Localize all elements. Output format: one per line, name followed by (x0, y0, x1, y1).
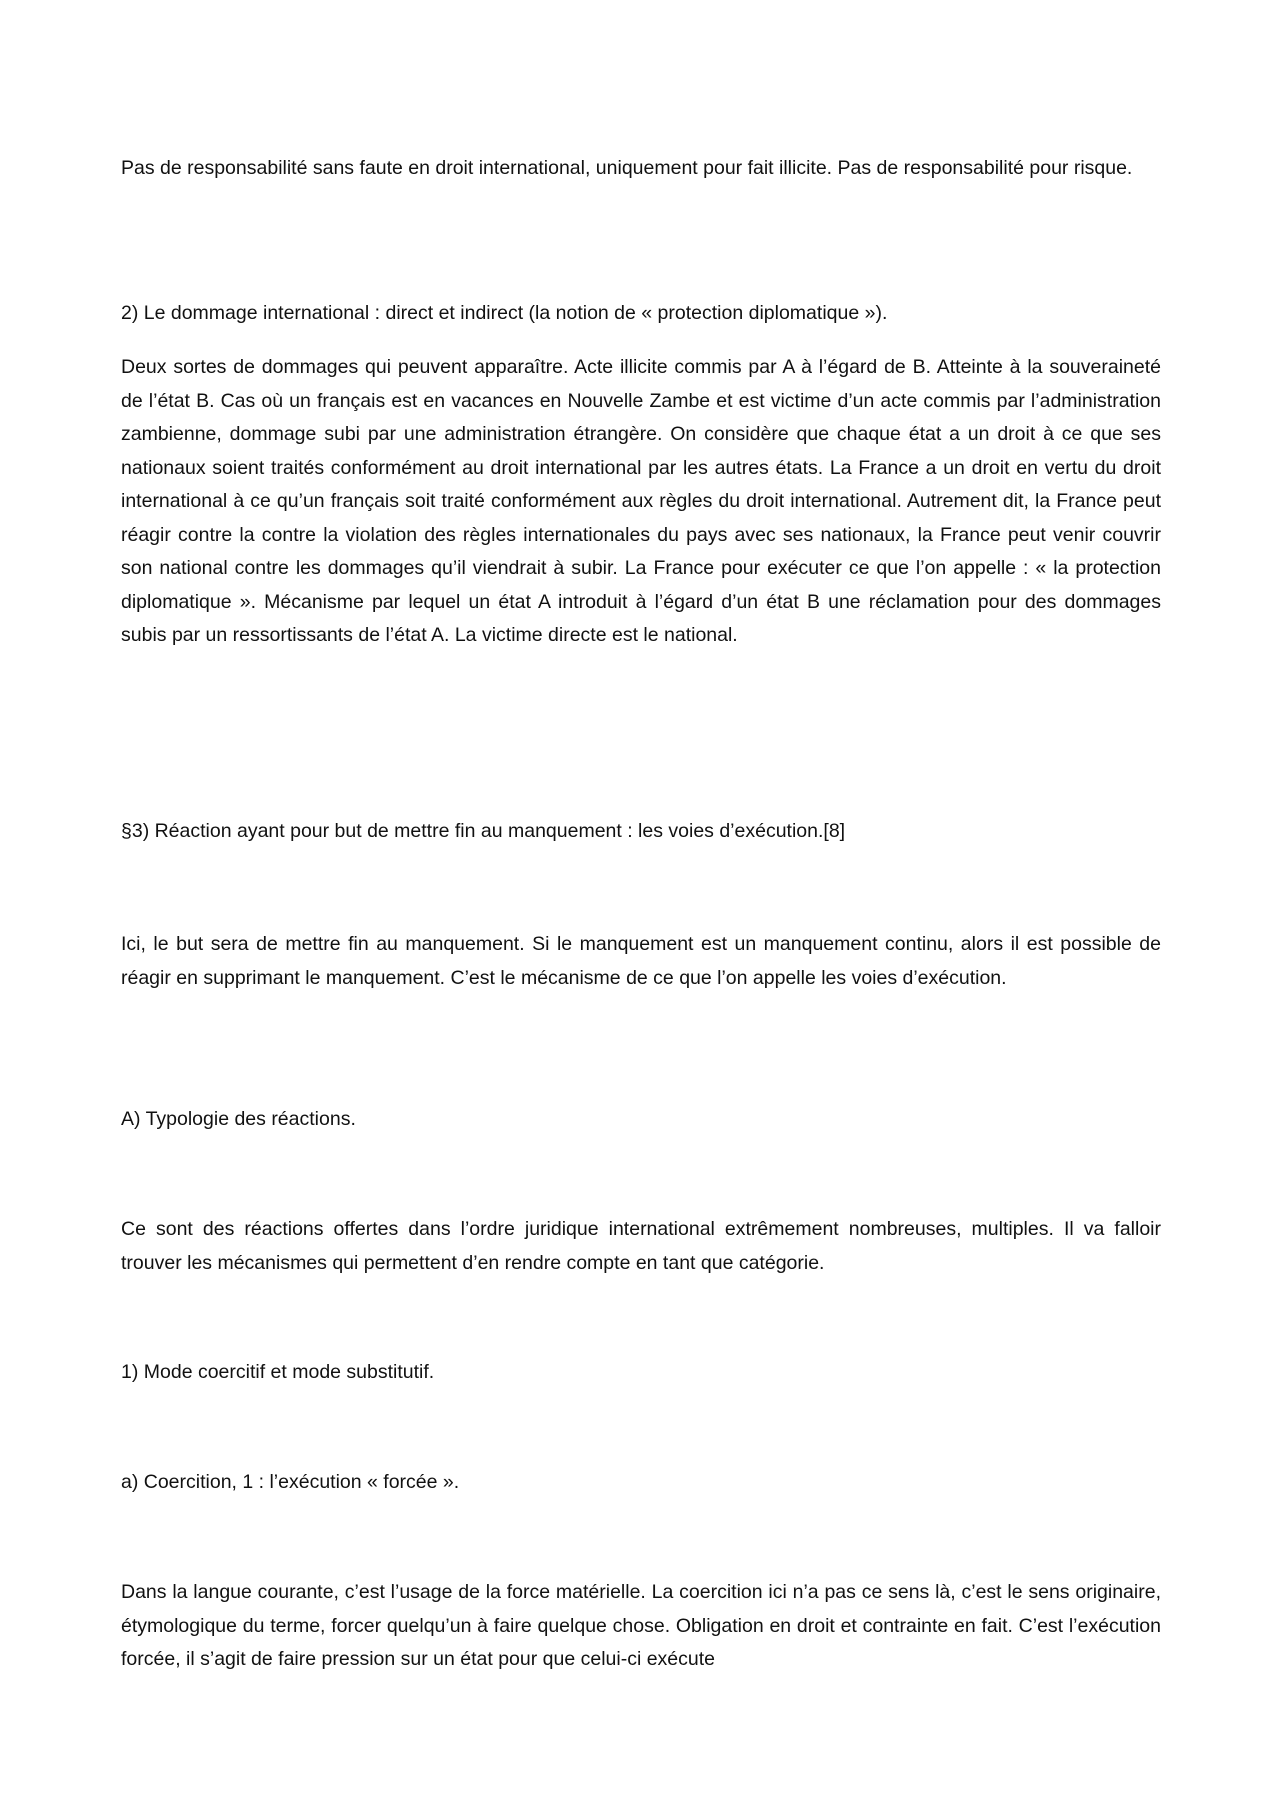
section-heading-dommage-international: 2) Le dommage international : direct et indirect (la notion de « protection diplomatique »). (121, 302, 888, 324)
section-heading-coercition-execution-forcee: a) Coercition, 1 : l’exécution « forcée ». (121, 1471, 460, 1493)
paragraph-responsabilite-sans-faute: Pas de responsabilité sans faute en droit international, uniquement pour fait illicite. Pas de responsabilité pour risque. (121, 157, 1133, 179)
paragraph-langue-courante-coercition: Dans la langue courante, c’est l’usage de la force matérielle. La coercition ici n’a pas ce sens là, c’est le sens originaire, étymologique du terme, forcer quelqu’un à faire quelque chose. Obligation en droit et contrainte en fait. C’est l’exécution forcée, il s’agit de faire pression sur un état pour que celui-ci exécute (121, 1581, 1161, 1670)
section-heading-mode-coercitif: 1) Mode coercitif et mode substitutif. (121, 1361, 435, 1383)
paragraph-deux-sortes-de-dommages: Deux sortes de dommages qui peuvent apparaître. Acte illicite commis par A à l’égard de B. Atteinte à la souveraineté de l’état B. Cas où un français est en vacances en Nouvelle Zambe et est victime d’un acte commis par l’administration zambienne, dommage subi par une administration étrangère. On considère que chaque état a un droit à ce que ses nationaux soient traités conformément au droit international par les autres états. La France a un droit en vertu du droit international à ce qu’un français soit traité conformément aux règles du droit international. Autrement dit, la France peut réagir contre la contre la violation des règles internationales du pays avec ses nationaux, la France peut venir couvrir son national contre les dommages qu’il viendrait à subir. La France pour exécuter ce que l’on appelle : « la protection diplomatique ». Mécanisme par lequel un état A introduit à l’égard d’un état B une réclamation pour des dommages subis par un ressortissants de l’état A. La victime directe est le national. (121, 356, 1161, 646)
section-heading-typologie-des-reactions: A) Typologie des réactions. (121, 1108, 356, 1130)
paragraph-mettre-fin-au-manquement: Ici, le but sera de mettre fin au manquement. Si le manquement est un manquement continu, alors il est possible de réagir en supprimant le manquement. C’est le mécanisme de ce que l’on appelle les voies d’exécution. (121, 933, 1161, 989)
section-heading-voies-execution: §3) Réaction ayant pour but de mettre fin au manquement : les voies d’exécution.[8] (121, 820, 846, 842)
paragraph-reactions-offertes: Ce sont des réactions offertes dans l’ordre juridique international extrêmement nombreuses, multiples. Il va falloir trouver les mécanismes qui permettent d’en rendre compte en tant que catégorie. (121, 1218, 1161, 1274)
